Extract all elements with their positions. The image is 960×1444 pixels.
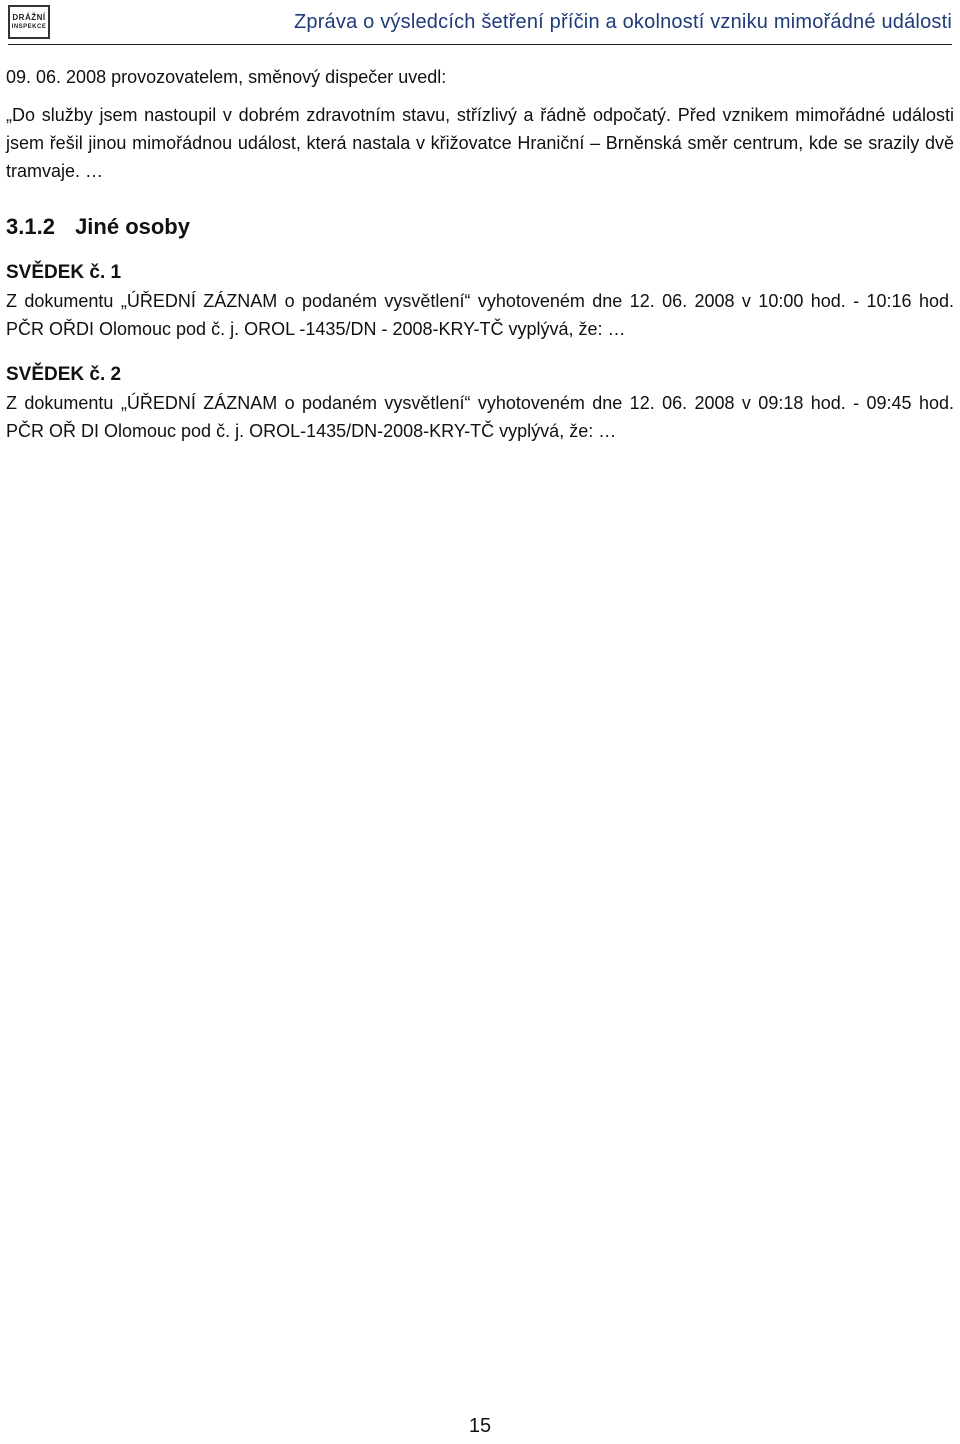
witness-2 bbox=[6, 361, 960, 445]
witness-2-text: Z dokumentu „ÚŘEDNÍ ZÁZNAM o podaném vysvětlení“ vyhotoveném dne 12. 06. 2008 v 09:18 hod. - 09:45 hod. PČR OŘ DI Olomouc pod č. j. OROL-1435/DN-2008-KRY-TČ vyplývá, že: … bbox=[6, 393, 960, 441]
page-header bbox=[8, 0, 952, 45]
section-number: 3.1.2 bbox=[6, 214, 55, 239]
witness-1-title: SVĚDEK č. 1 bbox=[6, 262, 122, 283]
logo-text-top: DRÁŽNÍ bbox=[12, 13, 46, 22]
section-heading bbox=[6, 213, 954, 241]
witness-2-title: SVĚDEK č. 2 bbox=[6, 364, 122, 385]
witness-1 bbox=[6, 259, 960, 343]
section-title: Jiné osoby bbox=[75, 214, 190, 239]
logo-text-bottom: INSPEKCE bbox=[11, 24, 47, 30]
drazni-inspekce-logo bbox=[8, 5, 50, 39]
intro-line-1: 09. 06. 2008 provozovatelem, směnový dispečer uvedl: bbox=[6, 67, 447, 87]
header-title: Zpráva o výsledcích šetření příčin a okolností vzniku mimořádné události bbox=[293, 10, 952, 33]
document-content bbox=[6, 45, 960, 445]
witness-1-text: Z dokumentu „ÚŘEDNÍ ZÁZNAM o podaném vysvětlení“ vyhotoveném dne 12. 06. 2008 v 10:00 hod. - 10:16 hod. PČR OŘDI Olomouc pod č. j. OROL -1435/DN - 2008-KRY-TČ vyplývá, že: … bbox=[6, 291, 960, 339]
intro-quote-paragraph: „Do služby jsem nastoupil v dobrém zdravotním stavu, střízlivý a řádně odpočatý. Před vznikem mimořádné události jsem řešil jinou mimořádnou událost, která nastala v křižovatce Hraniční – Brněnská směr centrum, kde se srazily dvě tramvaje. … bbox=[6, 105, 960, 181]
page-number: 15 bbox=[468, 1415, 492, 1437]
